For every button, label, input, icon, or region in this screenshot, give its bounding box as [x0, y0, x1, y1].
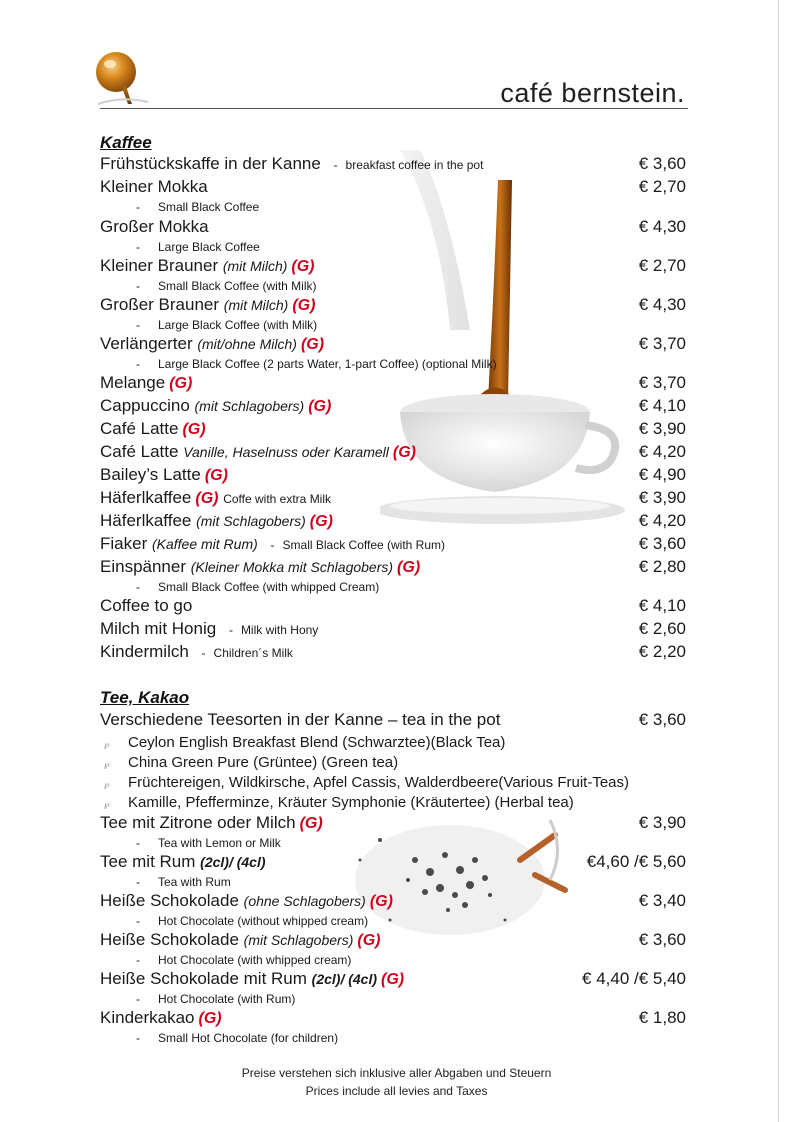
item-price: € 4,30	[638, 217, 686, 236]
item-translation-line	[136, 357, 497, 371]
tea-pot-price: € 3,60	[638, 710, 686, 729]
tea-variety	[104, 774, 629, 791]
section-title-tea: Tee, Kakao	[100, 688, 190, 707]
coffee-item	[100, 465, 228, 485]
item-translation: Large Black Coffee (2 parts Water, 1-part Coffee) (optional Milk)	[158, 357, 497, 371]
item-translation: Small Hot Chocolate (for children)	[158, 1031, 339, 1045]
item-translation-line	[136, 992, 295, 1006]
tea-item	[100, 891, 393, 911]
item-price: € 4,10	[638, 596, 686, 615]
item-price: € 2,70	[638, 177, 686, 196]
page-edge-line	[778, 0, 779, 1122]
inline-dash: -	[270, 538, 275, 552]
item-translation-line	[136, 1031, 338, 1045]
item-name: Heiße Schokolade	[100, 891, 239, 910]
gluten-badge: (G)	[308, 398, 332, 415]
item-price: € 3,70	[638, 334, 686, 353]
coffee-item	[100, 534, 445, 554]
item-translation: breakfast coffee in the pot	[345, 158, 484, 172]
tea-item	[100, 1008, 222, 1028]
item-price: € 4,40 /€ 5,40	[582, 969, 686, 988]
item-name: Kindermilch	[100, 642, 189, 661]
coffee-item	[100, 442, 416, 462]
item-price: € 4,30	[638, 295, 686, 314]
footer-note-de: Preise verstehen sich inklusive aller Abgaben und Steuern	[241, 1066, 552, 1080]
item-note: (2cl)/ (4cl)	[200, 854, 266, 870]
coffee-row	[100, 511, 686, 533]
tea-variety	[104, 754, 398, 771]
item-note: Vanille, Haselnuss oder Karamell	[183, 444, 389, 460]
item-note: (Kleiner Mokka mit Schlagobers)	[190, 559, 394, 575]
item-name: Milch mit Honig	[100, 619, 217, 638]
item-price: € 4,20	[638, 511, 686, 530]
item-price: € 3,90	[638, 419, 686, 438]
bullet-mark-icon: ℘	[104, 760, 110, 769]
item-note: (mit Schlagobers)	[194, 398, 305, 414]
item-price: € 3,90	[638, 488, 686, 507]
item-name: Café Latte	[100, 442, 179, 461]
sub-dash: -	[136, 992, 140, 1006]
coffee-item	[100, 642, 293, 662]
coffee-row	[100, 642, 686, 664]
item-name: Kleiner Mokka	[100, 177, 208, 196]
item-note: (Kaffee mit Rum)	[151, 536, 258, 552]
tea-row	[100, 930, 686, 952]
item-price: € 3,60	[638, 154, 686, 173]
item-note: (ohne Schlagobers)	[243, 893, 366, 909]
item-translation: Milk with Hony	[240, 623, 319, 637]
item-price: €4,60 /€ 5,60	[586, 852, 686, 871]
gluten-badge: (G)	[169, 375, 193, 392]
item-price: € 2,20	[638, 642, 686, 661]
item-price: € 3,60	[638, 534, 686, 553]
coffee-row	[100, 442, 686, 464]
coffee-row	[100, 373, 686, 395]
item-translation-line	[136, 580, 379, 594]
coffee-row	[100, 154, 686, 176]
item-price: € 2,80	[638, 557, 686, 576]
coffee-row	[100, 619, 686, 641]
tea-variety-text: China Green Pure (Grüntee) (Green tea)	[128, 754, 399, 771]
item-price: € 3,70	[638, 373, 686, 392]
item-price: € 2,70	[638, 256, 686, 275]
item-name: Einspänner	[100, 557, 187, 576]
coffee-row	[100, 396, 686, 418]
coffee-row	[100, 488, 686, 510]
item-name: Fiaker	[100, 534, 148, 553]
item-note: (mit Schlagobers)	[196, 513, 306, 529]
item-name: Coffee to go	[100, 596, 193, 615]
footer-note-en: Prices include all levies and Taxes	[305, 1084, 488, 1098]
tea-row	[100, 969, 686, 991]
tea-variety-text: Früchtereigen, Wildkirsche, Apfel Cassis, Walderdbeere(Various Fruit-Teas)	[128, 774, 630, 791]
tea-variety	[104, 794, 574, 811]
gluten-badge: (G)	[392, 444, 416, 461]
item-price: € 4,90	[638, 465, 686, 484]
gluten-badge: (G)	[397, 559, 421, 576]
coffee-item	[100, 396, 331, 416]
coffee-item	[100, 295, 315, 315]
sub-dash: -	[136, 357, 140, 371]
item-translation-line	[136, 953, 351, 967]
item-name: Café Latte	[100, 419, 179, 438]
coffee-row	[100, 256, 686, 278]
coffee-item	[100, 596, 192, 616]
gluten-badge: (G)	[182, 421, 206, 438]
tea-variety	[104, 734, 505, 751]
item-note: (2cl)/ (4cl)	[311, 971, 378, 987]
item-translation-line	[136, 279, 316, 293]
item-translation-line	[136, 240, 260, 254]
item-note: (mit Schlagobers)	[243, 932, 354, 948]
gluten-badge: (G)	[195, 490, 219, 507]
sub-dash: -	[136, 240, 140, 254]
item-name: Kinderkakao	[100, 1008, 195, 1027]
tea-item	[100, 813, 323, 833]
gluten-badge: (G)	[300, 336, 325, 353]
item-translation: Children´s Milk	[213, 646, 293, 660]
gluten-badge: (G)	[381, 971, 405, 988]
item-translation: Small Black Coffee (with Rum)	[282, 538, 446, 552]
item-name: Häferlkaffee	[100, 511, 192, 530]
section-title-coffee: Kaffee	[100, 133, 152, 152]
tea-row	[100, 813, 686, 835]
tea-item	[100, 852, 266, 872]
sub-dash: -	[136, 1031, 140, 1045]
item-price: € 3,40	[638, 891, 686, 910]
item-translation: Tea with Lemon or Milk	[158, 836, 281, 850]
sub-dash: -	[136, 580, 140, 594]
sub-dash: -	[136, 914, 140, 928]
coffee-row	[100, 217, 686, 239]
header-divider	[100, 108, 688, 109]
item-translation: Large Black Coffee	[158, 240, 260, 254]
coffee-row	[100, 334, 686, 356]
gluten-badge: (G)	[204, 467, 228, 484]
sub-dash: -	[136, 953, 140, 967]
item-name: Großer Mokka	[100, 217, 209, 236]
coffee-row	[100, 596, 686, 618]
item-name: Heiße Schokolade	[100, 930, 239, 949]
item-price: € 3,60	[638, 930, 686, 949]
coffee-row	[100, 534, 686, 556]
sub-dash: -	[136, 279, 140, 293]
item-translation: Hot Chocolate (with Rum)	[158, 992, 296, 1006]
bullet-mark-icon: ℘	[104, 740, 110, 749]
item-translation: Small Black Coffee	[158, 200, 260, 214]
item-name: Häferlkaffee	[100, 488, 192, 507]
inline-dash: -	[201, 646, 206, 660]
item-price: € 3,90	[638, 813, 686, 832]
coffee-row	[100, 177, 686, 199]
item-translation: Hot Chocolate (without whipped cream)	[158, 914, 369, 928]
item-translation: Small Black Coffee (with whipped Cream)	[158, 580, 380, 594]
item-name: Tee mit Zitrone oder Milch	[100, 813, 296, 832]
item-name: Tee mit Rum	[100, 852, 196, 871]
gluten-badge: (G)	[292, 297, 316, 314]
coffee-item	[100, 419, 206, 439]
sub-dash: -	[136, 318, 140, 332]
tea-row	[100, 1008, 686, 1030]
item-price: € 4,10	[638, 396, 686, 415]
item-translation: Large Black Coffee (with Milk)	[158, 318, 318, 332]
item-translation: Hot Chocolate (with whipped cream)	[158, 953, 352, 967]
item-translation-line	[136, 836, 281, 850]
item-name: Melange	[100, 373, 166, 392]
coffee-item	[100, 154, 483, 174]
tea-pot-name: Verschiedene Teesorten in der Kanne – tea in the pot	[100, 710, 501, 729]
item-note: (mit/ohne Milch)	[197, 336, 297, 352]
item-note: (mit Milch)	[223, 297, 289, 313]
sub-dash: -	[136, 836, 140, 850]
coffee-item	[100, 619, 318, 639]
gluten-badge: (G)	[309, 513, 333, 530]
coffee-row	[100, 465, 686, 487]
coffee-item	[100, 557, 420, 577]
tea-row	[100, 852, 686, 874]
item-translation: Small Black Coffee (with Milk)	[158, 279, 317, 293]
coffee-item	[100, 217, 209, 237]
tea-item	[100, 930, 380, 950]
gluten-badge: (G)	[299, 815, 323, 832]
coffee-item	[100, 373, 192, 393]
item-price: € 2,60	[638, 619, 686, 638]
item-name: Frühstückskaffe in der Kanne	[100, 154, 321, 173]
inline-dash: -	[228, 623, 233, 637]
item-name: Großer Brauner	[100, 295, 220, 314]
brand-title: café bernstein.	[500, 78, 685, 108]
inline-dash: -	[333, 158, 338, 172]
coffee-row	[100, 419, 686, 441]
coffee-item	[100, 177, 208, 197]
coffee-item	[100, 488, 331, 508]
tea-item	[100, 969, 404, 989]
sub-dash: -	[136, 200, 140, 214]
item-price: € 4,20	[638, 442, 686, 461]
coffee-item	[100, 334, 324, 354]
coffee-row	[100, 557, 686, 579]
amber-drop-logo	[92, 48, 150, 106]
bullet-mark-icon: ℘	[104, 800, 110, 809]
gluten-badge: (G)	[198, 1010, 222, 1027]
item-name: Verlängerter	[100, 334, 193, 353]
coffee-item	[100, 511, 333, 531]
tea-variety-text: Kamille, Pfefferminze, Kräuter Symphonie (Kräutertee) (Herbal tea)	[128, 794, 574, 811]
item-translation: Coffe with extra Milk	[223, 492, 332, 506]
item-name: Kleiner Brauner	[100, 256, 219, 275]
tea-variety-text: Ceylon English Breakfast Blend (Schwarztee)(Black Tea)	[128, 734, 506, 751]
item-note: (mit Milch)	[222, 258, 288, 274]
gluten-badge: (G)	[369, 893, 393, 910]
coffee-item	[100, 256, 315, 276]
coffee-row	[100, 295, 686, 317]
gluten-badge: (G)	[291, 258, 315, 275]
gluten-badge: (G)	[357, 932, 381, 949]
item-name: Cappuccino	[100, 396, 190, 415]
tea-row	[100, 891, 686, 913]
item-price: € 1,80	[638, 1008, 686, 1027]
item-translation: Tea with Rum	[158, 875, 231, 889]
item-translation-line	[136, 318, 317, 332]
item-translation-line	[136, 875, 231, 889]
item-translation-line	[136, 200, 259, 214]
sub-dash: -	[136, 875, 140, 889]
tea-pot-row	[100, 710, 686, 732]
bullet-mark-icon: ℘	[104, 780, 110, 789]
item-name: Heiße Schokolade mit Rum	[100, 969, 307, 988]
item-name: Bailey’s Latte	[100, 465, 201, 484]
item-translation-line	[136, 914, 368, 928]
